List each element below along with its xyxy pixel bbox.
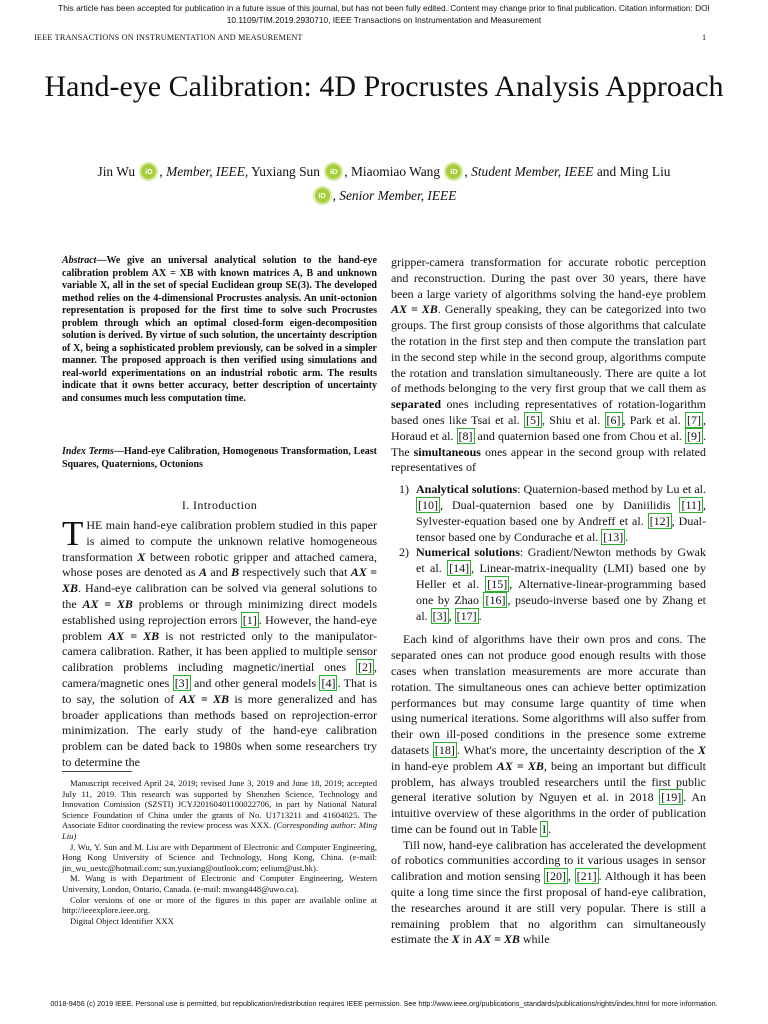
author-affiliation: , Student Member, IEEE	[464, 164, 594, 179]
orcid-icon[interactable]: iD	[326, 164, 341, 179]
text: . That is to say, the solution of	[62, 675, 377, 706]
citation-link[interactable]: [4]	[321, 675, 336, 690]
citation-link[interactable]: [6]	[606, 412, 621, 427]
footnote-manuscript	[62, 778, 377, 842]
list-item	[391, 545, 706, 624]
text: : Gradient/Newton methods by Gwak et al.	[416, 545, 706, 576]
math-symbol: X	[137, 549, 146, 564]
math-symbol: B	[231, 565, 240, 580]
section-heading: I. Introduction	[181, 498, 258, 512]
running-head: IEEE TRANSACTIONS ON INSTRUMENTATION AND MEASUREMENT	[34, 33, 303, 42]
text: .	[478, 608, 482, 623]
citation-link[interactable]: [5]	[526, 412, 540, 427]
text: . What's more, the uncertainty description of the	[456, 742, 698, 757]
method-list	[391, 482, 706, 624]
citation-link[interactable]: [13]	[603, 529, 624, 544]
citation-link[interactable]: [14]	[449, 561, 470, 576]
paragraph	[391, 632, 706, 837]
text: . Although it has been quite a long time since the first proposal of hand-eye calibration, the researches around it are still very popular. There is still a remaining problem that no algorithm can simultaneously estimate the	[391, 869, 707, 947]
author-list	[40, 160, 728, 208]
math-symbol: X	[451, 932, 460, 947]
right-column	[391, 255, 706, 948]
text: Manuscript received April 24, 2019; revised June 3, 2019 and June 18, 2019; accepted July 11, 2019. This research was supported by Shenzhen Science, Technology and Innovation Comission (SZSTI) JCYJ20160401100022706, in part by National Natural Science Foundation of China under the grants of No. U1713211 and 41604025. The Associate Editor coordinating the review process was XXX.	[62, 778, 377, 831]
author-name: Yuxiang Sun	[251, 164, 320, 179]
math-symbol: X	[697, 742, 706, 757]
text: , Horaud et al.	[391, 412, 706, 443]
citation-link[interactable]: [10]	[418, 497, 438, 512]
citation-link[interactable]: [17]	[456, 608, 477, 623]
list-number: 1)	[399, 482, 409, 497]
citation-link[interactable]: [16]	[485, 592, 506, 607]
footnote-block	[62, 778, 377, 926]
citation-link[interactable]: [12]	[649, 513, 670, 528]
author-name: Jin Wu	[97, 164, 136, 179]
drop-cap: T	[62, 514, 84, 553]
text: . An intuitive overview of these algorithms in the order of publication time can be found out in Table	[391, 790, 706, 836]
citation-link[interactable]: [20]	[546, 869, 567, 884]
text: in hand-eye problem	[391, 758, 497, 773]
list-item	[391, 482, 706, 545]
text: , Park et al.	[622, 412, 685, 427]
text: .	[548, 821, 552, 836]
text: ,	[448, 608, 455, 623]
lead-word: HE	[86, 518, 103, 532]
text: between robotic gripper and attached camera, whose poses are denoted as	[62, 549, 377, 580]
math-equation: AX = XB	[179, 691, 230, 706]
text: , camera/magnetic ones	[62, 660, 377, 690]
citation-link[interactable]: [3]	[174, 675, 189, 690]
citation-link[interactable]: [1]	[242, 612, 257, 627]
text: .	[625, 529, 629, 544]
paragraph	[391, 838, 706, 949]
author-separator: ,	[344, 164, 348, 179]
abstract-label: Abstract	[62, 255, 97, 266]
math-symbol: A	[198, 565, 207, 580]
citation-link[interactable]: [11]	[681, 497, 701, 512]
math-equation: AX = XB	[82, 596, 133, 611]
orcid-icon[interactable]: iD	[446, 164, 461, 179]
text: . The	[391, 428, 706, 459]
term-separated: separated	[391, 397, 441, 412]
index-terms-label: Index Terms	[62, 446, 114, 457]
text: , Sylvester-equation based one by Andreff et al.	[416, 497, 706, 528]
citation-link[interactable]: [2]	[358, 660, 372, 675]
author-name: Ming Liu	[619, 164, 671, 179]
intro-paragraph	[62, 514, 378, 771]
text: ,	[568, 869, 575, 884]
text: problems or through minimizing direct models established using reprojection errors	[62, 596, 377, 627]
text: main hand-eye calibration problem studied in this paper is aimed to compute the unknown relative homogeneous transformation	[62, 518, 377, 564]
author-name: Miaomiao Wang	[351, 164, 441, 179]
math-equation: AX = XB	[62, 565, 377, 596]
text: . Hand-eye calibration can be solved via general solutions to the	[62, 581, 377, 611]
math-equation: AX = XB	[108, 628, 160, 643]
citation-link[interactable]: [9]	[687, 428, 701, 443]
math-equation: AX = XB	[496, 758, 544, 773]
author-conjunction: and	[596, 164, 617, 179]
publication-notice: This article has been accepted for publication in a future issue of this journal, but has not been fully edited. Content may change prior to final publication. Citation information: DOI 10.1109/TIM.2019.2930710, IEEE Transactions on Instrumentation and Measurement	[58, 3, 710, 25]
text: . Generally speaking, they can be categorized into two groups. The first group consists of those algorithms that calculate the rotation in the first step and then compute the translation part in the second step while in the second group, algorithms compute the rotation and translation simultaneously. There are quite a lot of methods belonging to the very first group that we call them as	[391, 302, 706, 396]
list-number: 2)	[399, 545, 409, 560]
author-affiliation: , Senior Member, IEEE	[332, 188, 457, 203]
footnote-doi: Digital Object Identifier XXX	[70, 915, 174, 926]
citation-link[interactable]: [7]	[687, 412, 701, 427]
orcid-icon[interactable]: iD	[315, 188, 330, 203]
text: and other general models	[190, 675, 320, 690]
list-heading: Numerical solutions	[416, 545, 520, 560]
paper-title: Hand-eye Calibration: 4D Procrustes Analysis Approach	[44, 70, 724, 103]
index-terms	[62, 446, 377, 471]
citation-link[interactable]: [18]	[434, 742, 455, 757]
citation-link[interactable]: [15]	[487, 576, 508, 591]
text: ones appear in the second group with related representatives of	[391, 444, 706, 475]
copyright-footer: 0018-9456 (c) 2019 IEEE. Personal use is permitted, but republication/redistribution requires IEEE permission. See http://www.ieee.org/publications_standards/publications/rights/index.html for more information.	[50, 999, 718, 1008]
text: and quaternion based one from Chou et al.	[474, 428, 685, 443]
text: while	[519, 932, 550, 947]
text: . However, the hand-eye problem	[62, 612, 378, 643]
footnote-affiliation: M. Wang is with Department of Electronic and Computer Engineering, Western University, London, Ontario, Canada. (e-mail: mwang448@uwo.ca).	[62, 873, 377, 894]
text: Till now, hand-eye calibration has accelerated the development of robotics communities according to it various usages in sensor calibration and motion sensing	[391, 837, 706, 884]
text: , Alternative-linear-programming based one by Zhao	[416, 576, 706, 607]
math-equation: AX = XB	[475, 932, 520, 947]
text: , Linear-matrix-inequality (LMI) based one by Heller et al.	[416, 561, 707, 591]
text: and	[207, 565, 232, 580]
citation-link[interactable]: [21]	[576, 869, 597, 884]
abstract	[62, 255, 377, 405]
text: , being an important but difficult problem, has always troubled researchers until the first public general iterative solution by Nguyen et al. in 2018	[391, 758, 706, 805]
paragraph	[391, 255, 706, 476]
term-simultaneous: simultaneous	[413, 444, 481, 459]
text: respectively such that	[239, 565, 351, 580]
page-number: 1	[702, 33, 707, 42]
corresponding-author: (Corresponding author: Ming Liu)	[62, 820, 377, 841]
text: : Quaternion-based method by Lu et al.	[517, 482, 707, 497]
orcid-icon[interactable]: iD	[141, 164, 156, 179]
text: , Dual-quaternion based one by Daniilidis	[440, 497, 680, 512]
footnote-rule	[62, 771, 132, 772]
text: gripper-camera transformation for accurate robotic perception and reconstruction. During the past over 30 years, there have been a large variety of algorithms solving the hand-eye problem	[391, 255, 706, 301]
citation-link[interactable]: [19]	[661, 790, 682, 805]
text: , Shiu et al.	[542, 412, 605, 427]
index-terms-text: —Hand-eye Calibration, Homogenous Transformation, Least Squares, Quaternions, Octonions	[62, 446, 377, 470]
text: ones including representatives of rotation-logarithm based ones like Tsai et al.	[391, 397, 706, 427]
text: is not restricted only to the manipulator-camera calibration. Rather, it has been applied to multiple sensor calibration problems including magnetic/inertial ones	[62, 628, 377, 675]
text: in	[459, 932, 476, 947]
text: is more generalized and has broader applications than methods based on reprojection-error minimization. The early study of the hand-eye calibration problem can be dated back to 1980s when some researchers try to determine the	[62, 691, 377, 769]
footnote-color-note: Color versions of one or more of the figures in this paper are available online at http://ieeexplore.ieee.org.	[62, 894, 377, 916]
footnote-affiliation: J. Wu, Y. Sun and M. Liu are with Department of Electronic and Computer Engineering, Hong Kong University of Science and Technology, Hong Kong, China. (e-mail: jin_wu_uestc@hotmail.com; sun.yuxiang@outlook.com; eelium@ust.hk).	[62, 841, 377, 873]
table-link[interactable]: I	[542, 821, 547, 836]
math-equation: AX = XB	[391, 302, 438, 317]
list-heading: Analytical solutions	[416, 482, 518, 497]
text: , pseudo-inverse based one by Zhang et al.	[416, 592, 707, 623]
citation-link[interactable]: [8]	[458, 428, 473, 443]
text: , Dual-tensor based one by Condurache et al.	[416, 513, 706, 544]
author-affiliation: , Member, IEEE,	[159, 164, 249, 179]
abstract-text: —We give an universal analytical solution to the hand-eye calibration problem AX = XB with known matrices A, B and unknown variable X, all in the set of special Euclidean group SE(3). The developed method relies on the 4-dimensional Procrustes analysis. An unit-octonion representation is proposed for the first time to solve such Procrustes problem through which an optimal closed-form eigen-decomposition solution is derived. By virtue of such solution, the uncertainty description of X, being a sophisticated problem previously, can be solved in a simpler manner. The proposed approach is then verified using simulations and real-world experimentations on an industrial robotic arm. The results indicate that it owns better accuracy, better description of uncertainty and consumes much less computation time.	[62, 255, 377, 404]
citation-link[interactable]: [3]	[432, 608, 447, 623]
text: Each kind of algorithms have their own pros and cons. The separated ones can not produce good enough results with those cases when translation measurements are more accurate than rotation. The simultaneous ones can achieve better optimization performances but may consume large quantity of time when using numerical iterations. Some algorithms will also suffer from their own ill-posed conditions in the presence some extreme datasets	[391, 632, 706, 757]
